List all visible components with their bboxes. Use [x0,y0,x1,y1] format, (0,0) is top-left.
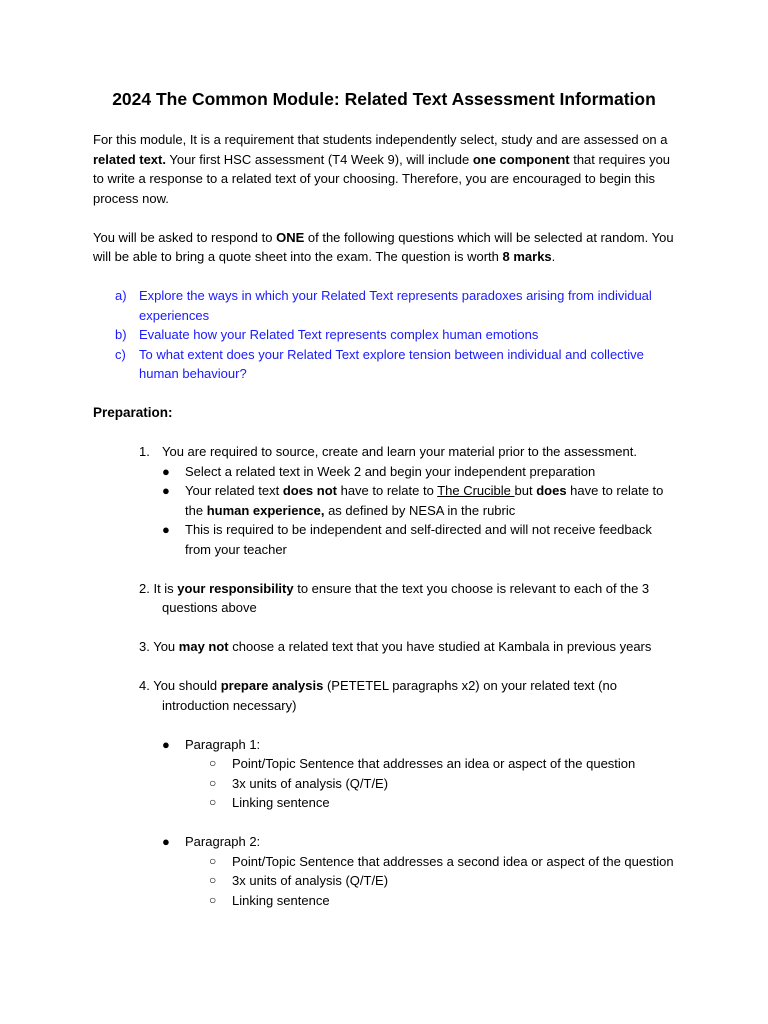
question-item [93,345,677,384]
text-run: as defined by NESA in the rubric [324,502,516,518]
bullet-icon: ● [162,483,170,498]
text-bold: your responsibility [177,580,294,596]
circle-bullet-icon: ○ [209,775,217,790]
sub-item-text: Point/Topic Sentence that addresses an idea or aspect of the question [232,756,636,771]
question-label: a) [115,288,127,303]
text-run: that requires you to write a response to a related text of your choosing. Therefore, you are encouraged to begin this process now. [93,151,671,206]
text-bold: 8 marks [502,249,552,264]
text-bold: prepare analysis [220,678,324,693]
paragraph-sub-item [93,793,677,813]
sub-item-text: 3x units of analysis (Q/T/E) [232,873,389,888]
question-item [93,325,677,345]
paragraph-plan [93,832,677,852]
text-run: You will be asked to respond to [93,229,277,245]
bullet-icon: ● [162,736,170,752]
question-text: Explore the ways in which your Related Text represents paradoxes arising from individual experiences [139,288,652,323]
sub-item-text: Point/Topic Sentence that addresses a second idea or aspect of the question [232,853,674,869]
text-run: 3. You [139,639,179,654]
prep-bullet [93,520,677,559]
text-bold: human experience, [206,502,325,518]
bullet-text: Select a related text in Week 2 and begin your independent preparation [185,463,596,479]
bullet-text: This is required to be independent and self-directed and will not receive feedback from your teacher [185,522,652,557]
text-run: (PETETEL paragraphs x2) on your related text (no introduction necessary) [162,678,617,713]
text-run: 2. It is [139,580,178,596]
sub-item-text: Linking sentence [232,795,330,810]
bullet-icon: ● [162,522,170,537]
paragraph-label: Paragraph 2: [185,834,261,849]
bullet-icon: ● [162,834,170,849]
circle-bullet-icon: ○ [209,873,217,887]
text-run: Your first HSC assessment (T4 Week 9), will include [165,151,473,167]
paragraph-sub-item [93,754,677,774]
text-bold: ONE [276,229,305,245]
prep-bullet [93,481,677,520]
prep-item-3 [93,637,677,657]
prep-item-2 [93,579,677,618]
paragraph-label: Paragraph 1: [185,736,261,752]
text-run: Your related text [185,483,283,498]
preparation-heading: Preparation: [93,405,173,420]
question-item [93,286,677,325]
text-run: but [514,483,537,498]
circle-bullet-icon: ○ [209,756,217,770]
text-underline: The Crucible [437,483,515,498]
circle-bullet-icon: ○ [209,853,217,868]
question-text: To what extent does your Related Text explore tension between individual and collective human behaviour? [139,346,644,381]
sub-item-text: 3x units of analysis (Q/T/E) [232,775,389,791]
text-bold: one component [472,151,570,167]
paragraph-sub-item [93,852,677,872]
circle-bullet-icon: ○ [209,795,217,809]
text-run: choose a related text that you have studied at Kambala in previous years [228,639,652,654]
sub-item-text: Linking sentence [232,892,330,908]
prep-bullet [93,462,677,482]
text-bold: does [536,483,567,498]
paragraph-sub-item [93,774,677,794]
intro-paragraph-2 [93,228,677,267]
question-list [93,286,677,384]
text-run: to ensure that the text you choose is relevant to each of the 3 questions above [162,580,650,615]
paragraph-plan [93,735,677,755]
bullet-icon: ● [162,463,170,479]
question-label: c) [115,346,126,362]
item-text: You are required to source, create and learn your material prior to the assessment. [162,444,637,459]
paragraph-sub-item [93,871,677,891]
item-number: 1. [139,444,150,459]
text-run: . [551,249,556,264]
question-text: Evaluate how your Related Text represents complex human emotions [139,327,539,342]
page-title: 2024 The Common Module: Related Text Assessment Information [112,89,656,109]
text-bold: may not [178,639,229,654]
paragraph-sub-item [93,891,677,911]
text-bold: does not [282,483,337,498]
document-body [93,130,677,910]
text-run: of the following questions which will be selected at random. You will be able to bring a quote sheet into the exam. The question is worth [93,229,674,264]
text-run: 4. You should [139,678,221,693]
text-run: have to relate to the [185,483,664,518]
prep-item-1 [93,442,677,462]
intro-paragraph-1 [93,130,677,208]
circle-bullet-icon: ○ [209,892,217,907]
text-run: For this module, It is a requirement that students independently select, study and are assessed on a [93,132,668,147]
text-bold: related text. [93,151,166,167]
text-run: have to relate to [336,483,438,498]
prep-item-4 [93,676,677,715]
question-label: b) [115,327,127,342]
